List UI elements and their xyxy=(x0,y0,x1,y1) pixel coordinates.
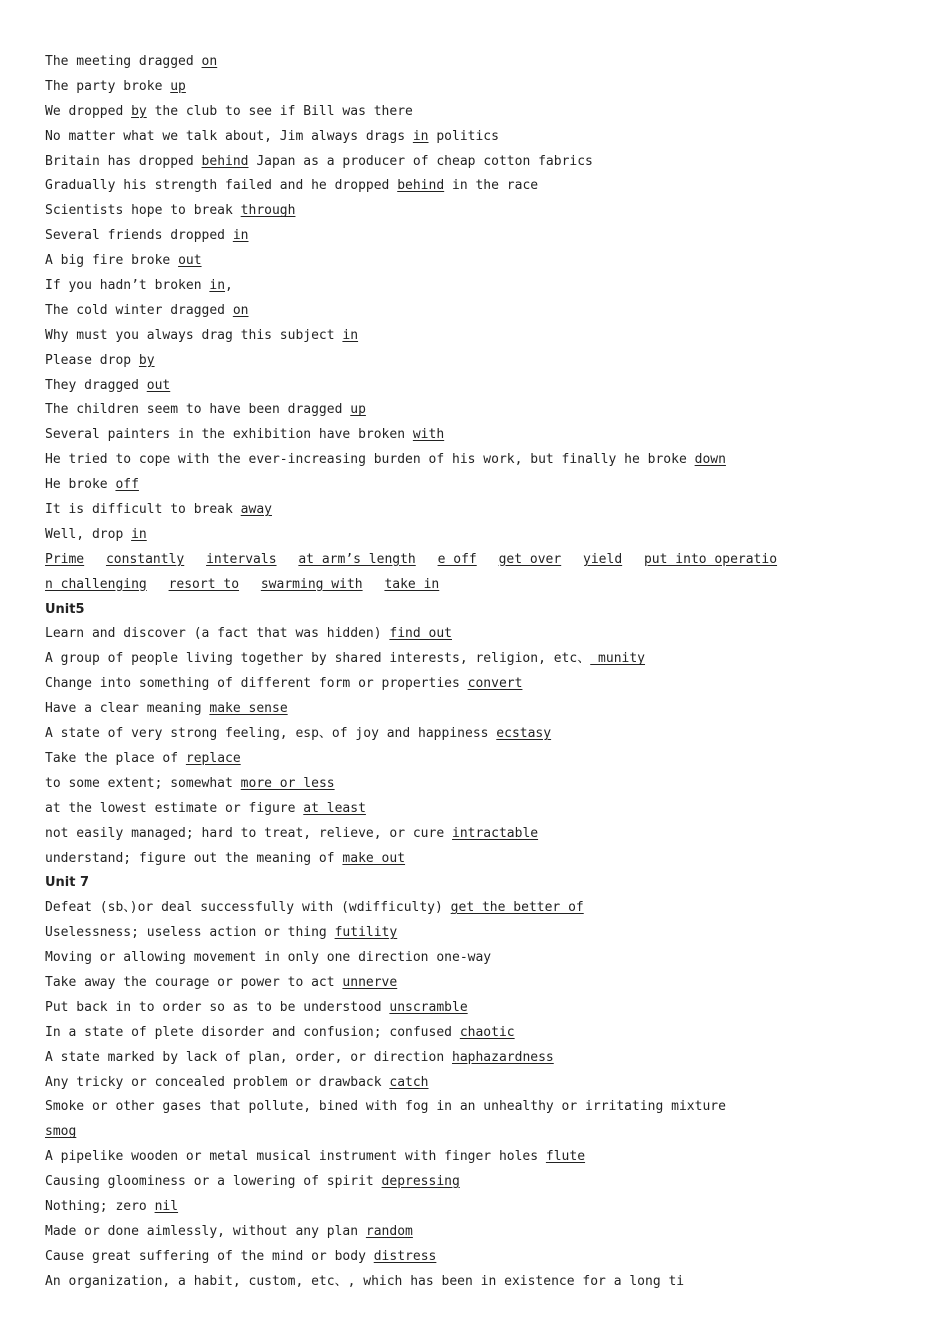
definition-line xyxy=(45,672,915,697)
definition-line xyxy=(45,996,915,1021)
definition-answer: replace xyxy=(185,750,241,766)
line-text: The children seem to have been dragged xyxy=(45,402,351,418)
word-bank-row xyxy=(45,548,915,573)
definition-answer: futility xyxy=(334,925,398,941)
word-bank-item: yield xyxy=(583,551,623,567)
definition-line xyxy=(45,847,915,872)
exercise-line xyxy=(45,324,915,349)
definition-line xyxy=(45,1071,915,1096)
definition-line xyxy=(45,622,915,647)
line-text: The party broke xyxy=(45,78,171,94)
definition-answer: nil xyxy=(154,1198,179,1214)
definition-text: Any tricky or concealed problem or drawback xyxy=(45,1074,390,1090)
word-bank-item: resort to xyxy=(168,576,240,592)
exercise-line xyxy=(45,523,915,548)
definition-answer: distress xyxy=(373,1248,437,1264)
exercise-line xyxy=(45,125,915,150)
line-text-after: Japan as a producer of cheap cotton fabrics xyxy=(248,153,593,169)
definition-answer: chaotic xyxy=(459,1024,515,1040)
definition-answer: ecstasy xyxy=(496,726,552,742)
definition-answer: intractable xyxy=(452,825,539,841)
line-answer: in xyxy=(131,526,147,542)
line-answer: up xyxy=(170,78,186,94)
line-text: He tried to cope with the ever-increasing burden of his work, but finally he broke xyxy=(45,452,695,468)
definition-text: Defeat (sb、)or deal successfully with (wdifficulty) xyxy=(45,900,451,916)
unit5-heading: Unit5 xyxy=(45,601,85,617)
definition-answer: smog xyxy=(45,1124,77,1140)
definition-answer: munity xyxy=(590,651,646,667)
line-text-after: in the race xyxy=(444,178,539,194)
definition-text: A state of very strong feeling, esp、of joy and happiness xyxy=(45,726,497,742)
line-answer: up xyxy=(350,402,366,418)
line-text: Scientists hope to break xyxy=(45,203,241,219)
word-bank-item: intervals xyxy=(206,551,277,567)
definition-text: at the lowest estimate or figure xyxy=(45,800,304,816)
line-text: Britain has dropped xyxy=(45,153,202,169)
definition-answer: catch xyxy=(389,1074,429,1090)
line-answer: out xyxy=(178,253,202,269)
line-text: They dragged xyxy=(45,377,147,393)
line-text: Gradually his strength failed and he dropped xyxy=(45,178,398,194)
definition-text: Take the place of xyxy=(45,750,186,766)
definition-answer: flute xyxy=(545,1149,586,1165)
definition-text: Change into something of different form or properties xyxy=(45,676,468,692)
definition-line xyxy=(45,1095,915,1120)
definition-text: A state marked by lack of plan, order, or direction xyxy=(45,1049,452,1065)
definition-line xyxy=(45,1245,915,1270)
definition-answer: convert xyxy=(467,676,523,692)
definition-line xyxy=(45,647,915,672)
definition-text: An organization, a habit, custom, etc、, which has been in existence for a long ti xyxy=(45,1273,685,1289)
definition-answer: unscramble xyxy=(389,999,468,1015)
line-answer: in xyxy=(209,278,226,294)
exercise-line xyxy=(45,224,915,249)
word-bank-item: swarming with xyxy=(260,576,363,592)
exercise-line xyxy=(45,398,915,423)
definition-answer: make out xyxy=(342,850,406,866)
exercise-line xyxy=(45,349,915,374)
word-bank-item: put into operatio xyxy=(643,551,778,567)
line-text-after: , xyxy=(225,278,233,294)
definition-line xyxy=(45,921,915,946)
exercise-line xyxy=(45,199,915,224)
word-bank-item: get over xyxy=(498,551,562,567)
exercise-line xyxy=(45,249,915,274)
definition-line xyxy=(45,1195,915,1220)
line-text: Please drop xyxy=(45,352,139,368)
definition-line xyxy=(45,971,915,996)
definition-line xyxy=(45,946,915,971)
exercise-line xyxy=(45,150,915,175)
definition-text: Nothing; zero xyxy=(45,1198,155,1214)
definition-line xyxy=(45,1270,915,1295)
definition-answer: depressing xyxy=(381,1174,460,1190)
exercise-line xyxy=(45,374,915,399)
definition-answer: haphazardness xyxy=(452,1049,554,1065)
definition-text: Causing gloominess or a lowering of spirit xyxy=(45,1174,382,1190)
definition-line xyxy=(45,1145,915,1170)
word-bank-item: Prime xyxy=(45,551,85,567)
definition-text: to some extent; somewhat xyxy=(45,775,241,791)
definition-answer: at least xyxy=(303,800,366,816)
definition-answer: unnerve xyxy=(342,974,398,990)
line-answer: on xyxy=(232,302,249,318)
line-text: The cold winter dragged xyxy=(45,302,233,318)
definition-line xyxy=(45,1120,915,1145)
line-answer: with xyxy=(412,427,445,443)
line-text: Several friends dropped xyxy=(45,228,233,244)
definition-text: Uselessness; useless action or thing xyxy=(45,925,335,941)
definition-line xyxy=(45,1021,915,1046)
line-answer: by xyxy=(131,103,147,119)
definition-text: Put back in to order so as to be understood xyxy=(45,999,390,1015)
exercise-line xyxy=(45,498,915,523)
line-text-after: the club to see if Bill was there xyxy=(146,103,413,119)
line-answer: in xyxy=(232,228,249,244)
definition-line xyxy=(45,697,915,722)
definition-text: In a state of plete disorder and confusion; confused xyxy=(45,1024,460,1040)
line-answer: through xyxy=(240,203,296,219)
line-text: Several painters in the exhibition have broken xyxy=(45,427,413,443)
line-text: He broke xyxy=(45,477,116,493)
definition-answer: make sense xyxy=(209,701,288,717)
exercise-line xyxy=(45,75,915,100)
exercise-line xyxy=(45,50,915,75)
definition-text: Learn and discover (a fact that was hidden) xyxy=(45,626,390,642)
definition-text: not easily managed; hard to treat, relieve, or cure xyxy=(45,825,452,841)
definition-text: A group of people living together by shared interests, religion, etc、 xyxy=(45,651,591,667)
word-bank-item: take in xyxy=(384,576,440,592)
line-text: A big fire broke xyxy=(45,253,179,269)
line-text: Well, drop xyxy=(45,526,132,542)
line-text-after: politics xyxy=(428,128,499,144)
line-answer: by xyxy=(138,352,155,368)
word-bank-row xyxy=(45,573,915,598)
line-answer: behind xyxy=(397,178,445,194)
definition-line xyxy=(45,722,915,747)
definition-text: Made or done aimlessly, without any plan xyxy=(45,1223,366,1239)
line-answer: in xyxy=(342,327,359,343)
word-bank-item: e off xyxy=(437,551,477,567)
line-answer: down xyxy=(694,452,726,468)
line-text: It is difficult to break xyxy=(45,502,241,518)
word-bank-item: n challenging xyxy=(45,576,147,592)
line-answer: out xyxy=(146,377,171,393)
document-page xyxy=(45,50,915,1295)
line-text: We dropped xyxy=(45,103,132,119)
definition-text: A pipelike wooden or metal musical instrument with finger holes xyxy=(45,1149,546,1165)
definition-line xyxy=(45,797,915,822)
unit7-heading: Unit 7 xyxy=(45,875,90,891)
line-answer: away xyxy=(240,502,272,518)
line-text: The meeting dragged xyxy=(45,54,202,69)
exercise-line xyxy=(45,174,915,199)
definition-line xyxy=(45,772,915,797)
exercise-line xyxy=(45,448,915,473)
definition-line xyxy=(45,1046,915,1071)
definition-text: understand; figure out the meaning of xyxy=(45,850,343,866)
definition-text: Cause great suffering of the mind or body xyxy=(45,1248,374,1264)
definition-text: Moving or allowing movement in only one direction one-way xyxy=(45,950,492,966)
definition-line xyxy=(45,1220,915,1245)
line-answer: behind xyxy=(201,153,249,169)
definition-text: Take away the courage or power to act xyxy=(45,974,343,990)
line-text: No matter what we talk about, Jim always drags xyxy=(45,128,413,144)
exercise-line xyxy=(45,473,915,498)
definition-line xyxy=(45,1170,915,1195)
line-answer: off xyxy=(115,477,139,493)
exercise-line xyxy=(45,299,915,324)
definition-text: Have a clear meaning xyxy=(45,701,210,717)
definition-answer: more or less xyxy=(240,775,335,791)
line-text: Why must you always drag this subject xyxy=(45,327,343,343)
definition-line xyxy=(45,747,915,772)
definition-answer: find out xyxy=(389,626,452,642)
definition-line xyxy=(45,822,915,847)
word-bank-item: constantly xyxy=(105,551,185,567)
exercise-line xyxy=(45,423,915,448)
definition-answer: get the better of xyxy=(450,900,584,916)
line-text: If you hadn’t broken xyxy=(45,278,210,294)
line-answer: on xyxy=(201,54,218,69)
exercise-line xyxy=(45,100,915,125)
definition-text: Smoke or other gases that pollute, bined with fog in an unhealthy or irritating mixture xyxy=(45,1099,726,1115)
line-answer: in xyxy=(412,128,429,144)
exercise-line xyxy=(45,274,915,299)
word-bank-item: at arm’s length xyxy=(298,551,416,567)
definition-line xyxy=(45,896,915,921)
definition-answer: random xyxy=(365,1223,413,1239)
